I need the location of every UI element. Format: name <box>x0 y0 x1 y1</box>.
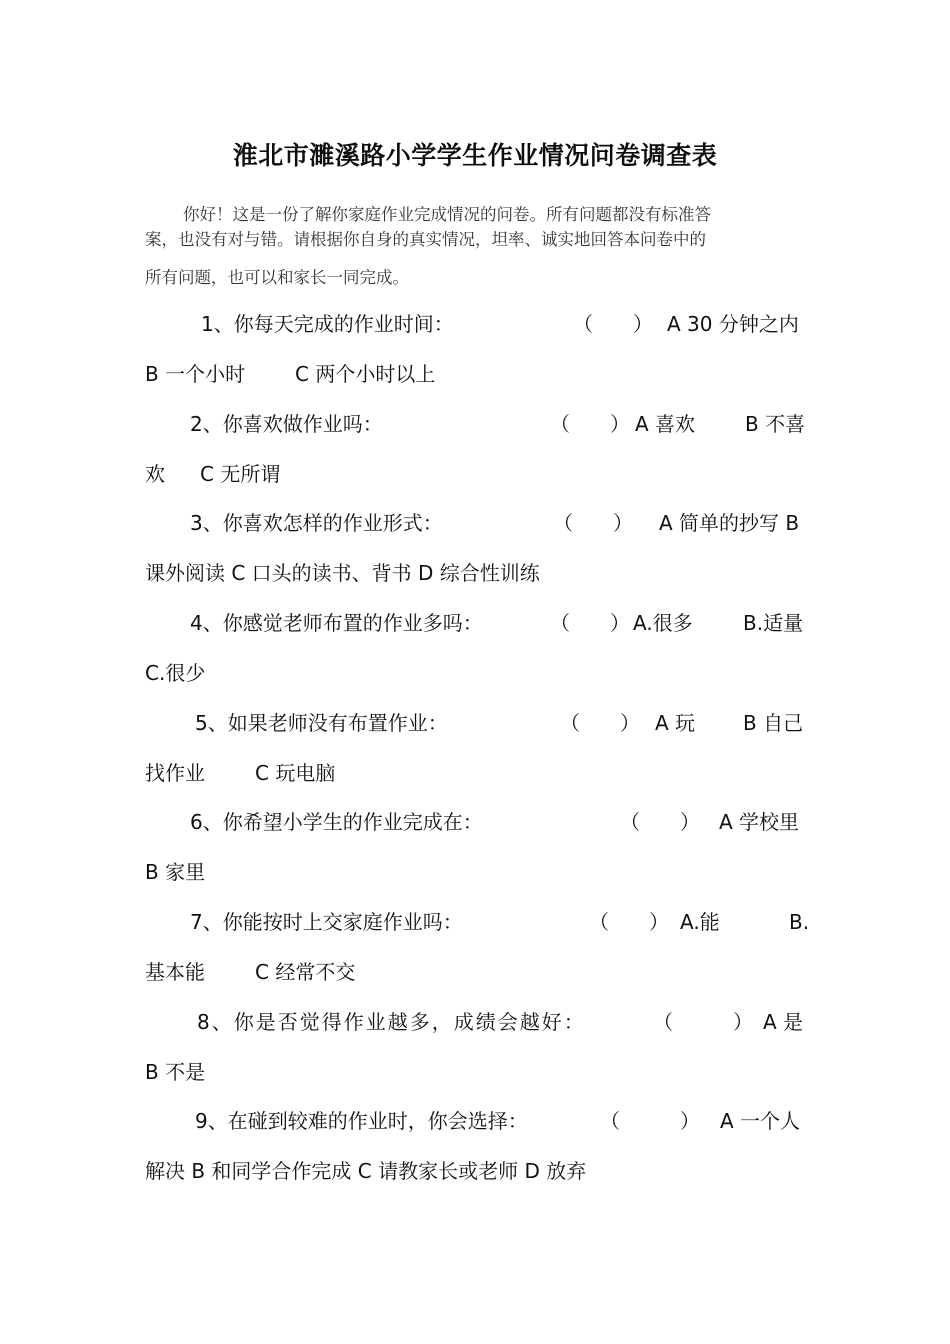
question-line <box>145 508 807 538</box>
question-text: 2、你喜欢做作业吗： <box>190 412 383 436</box>
answer-bracket[interactable]: （ ） <box>573 312 653 336</box>
option: C 玩电脑 <box>255 761 336 785</box>
question-line <box>145 1007 807 1037</box>
answer-bracket[interactable]: （ ） <box>589 910 669 934</box>
question-text: 9、在碰到较难的作业时，你会选择： <box>195 1109 528 1133</box>
option: B 不是 <box>145 1060 206 1084</box>
option: A 玩 <box>655 711 696 735</box>
option: B 自己 <box>743 711 804 735</box>
option: A 30 分钟之内 <box>667 312 799 336</box>
option: B 家里 <box>145 860 206 884</box>
option: C 经常不交 <box>255 960 356 984</box>
option: 找作业 <box>145 761 205 785</box>
intro-line-1: 你好！这是一份了解你家庭作业完成情况的问卷。所有问题都没有标准答 <box>183 205 711 224</box>
option: A 是 <box>763 1010 804 1034</box>
option: B 一个小时 <box>145 362 246 386</box>
option: A.能 <box>680 910 720 934</box>
answer-bracket[interactable]: （ ） <box>653 1010 753 1034</box>
question-line <box>145 708 807 738</box>
option: A 学校里 <box>719 810 800 834</box>
question-text: 7、你能按时上交家庭作业吗： <box>190 910 463 934</box>
option: 课外阅读 C 口头的读书、背书 D 综合性训练 <box>145 561 540 585</box>
option: B.适量 <box>743 611 804 635</box>
option: 解决 B 和同学合作完成 C 请教家长或老师 D 放弃 <box>145 1159 587 1183</box>
question-text: 4、你感觉老师布置的作业多吗： <box>190 611 483 635</box>
option: C 两个小时以上 <box>295 362 436 386</box>
answer-bracket[interactable]: （ ） <box>550 611 630 635</box>
option: A 喜欢 <box>635 412 696 436</box>
question-text: 5、如果老师没有布置作业： <box>195 711 448 735</box>
option: A 一个人 <box>720 1109 801 1133</box>
option: B 不喜 <box>745 412 806 436</box>
question-line <box>145 608 807 638</box>
question-line <box>145 309 807 339</box>
option: B. <box>789 910 810 934</box>
intro-line-2: 案，也没有对与错。请根据你自身的真实情况，坦率、诚实地回答本问卷中的 <box>145 230 706 249</box>
question-text: 6、你希望小学生的作业完成在： <box>190 810 483 834</box>
option: C.很少 <box>145 661 206 685</box>
question-line <box>145 907 810 937</box>
option: C 无所谓 <box>200 462 281 486</box>
intro-line-3: 所有问题，也可以和家长一同完成。 <box>145 268 409 287</box>
answer-bracket[interactable]: （ ） <box>600 1109 700 1133</box>
question-text: 3、你喜欢怎样的作业形式： <box>190 511 443 535</box>
question-text: 8、你是否觉得作业越多，成绩会越好： <box>197 1010 586 1034</box>
answer-bracket[interactable]: （ ） <box>553 511 633 535</box>
option: 欢 <box>145 462 165 486</box>
answer-bracket[interactable]: （ ） <box>620 810 700 834</box>
option: 基本能 <box>145 960 205 984</box>
document-title: 淮北市濉溪路小学学生作业情况问卷调查表 <box>232 141 718 170</box>
question-line <box>145 807 807 837</box>
answer-bracket[interactable]: （ ） <box>560 711 640 735</box>
answer-bracket[interactable]: （ ） <box>550 412 630 436</box>
question-text: 1、你每天完成的作业时间： <box>201 312 454 336</box>
question-line <box>145 409 807 439</box>
option: A.很多 <box>633 611 693 635</box>
option: A 简单的抄写 B <box>659 511 800 535</box>
question-line <box>145 1106 807 1136</box>
